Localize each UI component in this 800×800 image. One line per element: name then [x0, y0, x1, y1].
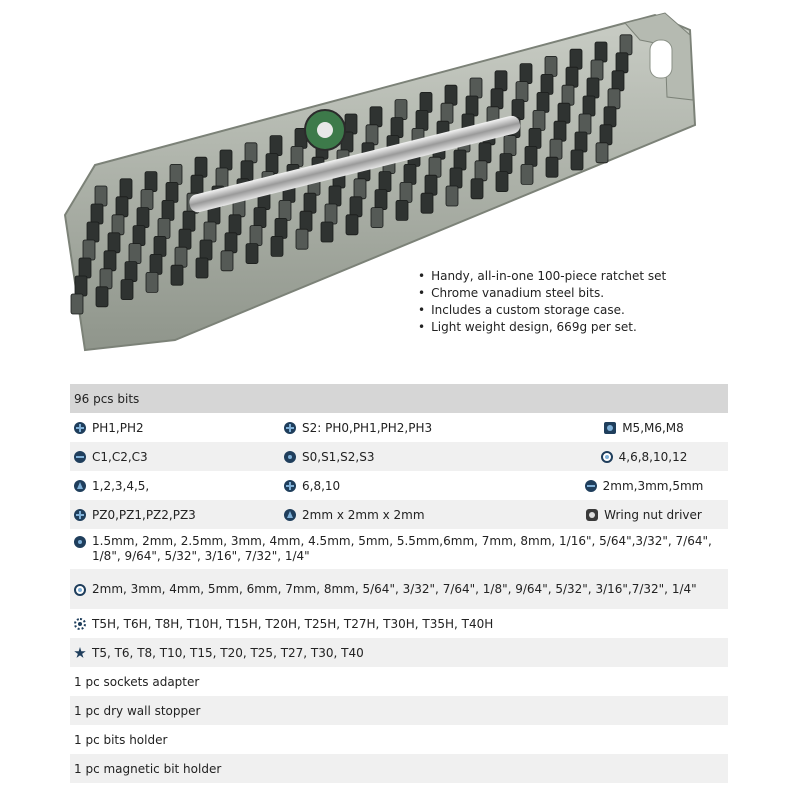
table-row: [70, 529, 728, 569]
bit-piece: [112, 215, 124, 235]
bit-piece: [416, 110, 428, 130]
bit-piece: [366, 125, 378, 145]
bit-piece: [571, 150, 583, 170]
bit-piece: [404, 164, 416, 184]
bit-piece: [429, 157, 441, 177]
bit-piece: [229, 215, 241, 235]
bit-piece: [450, 168, 462, 188]
bit-piece: [125, 262, 137, 282]
bit-piece: [550, 139, 562, 159]
bit-piece: [446, 186, 458, 206]
tri-wing-icon: [284, 509, 296, 521]
bit-piece: [425, 175, 437, 195]
cell-text: 2mm x 2mm x 2mm: [302, 507, 425, 522]
bit-piece: [200, 240, 212, 260]
bit-piece: [445, 85, 457, 105]
bit-piece: [421, 193, 433, 213]
bit-piece: [391, 118, 403, 138]
bit-piece: [325, 204, 337, 224]
bit-piece: [475, 161, 487, 181]
bit-piece: [370, 107, 382, 127]
feature-item: • Light weight design, 669g per set.: [418, 319, 666, 336]
phillips-icon: [74, 422, 86, 434]
bit-piece: [296, 229, 308, 249]
cell-text: 4,6,8,10,12: [618, 449, 688, 464]
bit-piece: [396, 200, 408, 220]
table-header: 96 pcs bits: [70, 384, 728, 413]
bit-piece: [554, 121, 566, 141]
table-row: [70, 609, 728, 638]
bit-piece: [533, 110, 545, 130]
bit-piece: [570, 49, 582, 69]
bit-piece: [546, 157, 558, 177]
bit-piece: [120, 179, 132, 199]
pozidriv-icon: [74, 509, 86, 521]
bit-piece: [108, 233, 120, 253]
bit-piece: [254, 208, 266, 228]
bit-piece: [346, 215, 358, 235]
bit-piece: [321, 222, 333, 242]
bit-piece: [171, 265, 183, 285]
bit-piece: [521, 164, 533, 184]
cell-text: T5H, T6H, T8H, T10H, T15H, T20H, T25H, T27H, T30H, T35H, T40H: [92, 616, 494, 631]
bit-piece: [162, 200, 174, 220]
bit-piece: [583, 96, 595, 116]
table-row: [70, 667, 728, 696]
bit-piece: [158, 218, 170, 238]
bit-piece: [354, 179, 366, 199]
cell-text: S0,S1,S2,S3: [302, 449, 375, 464]
bit-piece: [141, 190, 153, 210]
bit-piece: [95, 186, 107, 206]
extra-item: 1 pc dry wall stopper: [70, 696, 728, 725]
cell-text: C1,C2,C3: [92, 449, 148, 464]
bit-piece: [270, 136, 282, 156]
bit-piece: [525, 146, 537, 166]
bit-piece: [250, 226, 262, 246]
bit-piece: [395, 100, 407, 120]
bit-piece: [441, 103, 453, 123]
bit-piece: [516, 82, 528, 102]
bit-piece: [271, 236, 283, 256]
cell-text: PH1,PH2: [92, 420, 144, 435]
bit-piece: [329, 186, 341, 206]
bit-piece: [545, 56, 557, 76]
bit-piece: [179, 229, 191, 249]
torx-icon: [74, 647, 86, 659]
bit-piece: [596, 143, 608, 163]
cell-text: PZ0,PZ1,PZ2,PZ3: [92, 507, 196, 522]
bit-piece: [204, 222, 216, 242]
cell-text: S2: PH0,PH1,PH2,PH3: [302, 420, 433, 435]
bit-piece: [291, 146, 303, 166]
bit-piece: [96, 287, 108, 307]
bit-piece: [150, 254, 162, 274]
table-row: [70, 754, 728, 783]
bit-piece: [379, 172, 391, 192]
bit-piece: [275, 218, 287, 238]
bit-piece: [491, 89, 503, 109]
hex-socket-icon: [604, 422, 616, 434]
bit-piece: [595, 42, 607, 62]
bit-piece: [225, 233, 237, 253]
bit-piece: [304, 193, 316, 213]
cell-text: T5, T6, T8, T10, T15, T20, T25, T27, T30, T40: [92, 645, 364, 660]
bit-piece: [604, 107, 616, 127]
bit-piece: [420, 92, 432, 112]
table-row: [70, 471, 728, 500]
cell-text: 2mm,3mm,5mm: [602, 478, 704, 493]
bit-piece: [529, 128, 541, 148]
bit-piece: [620, 35, 632, 55]
bit-piece: [216, 168, 228, 188]
bit-piece: [137, 208, 149, 228]
cell-text: 2mm, 3mm, 4mm, 5mm, 6mm, 7mm, 8mm, 5/64", 3/32", 7/64", 1/8", 9/64", 5/32", 3/16",7/32", 1/4": [92, 581, 697, 596]
bit-piece: [537, 92, 549, 112]
bit-piece: [100, 269, 112, 289]
bit-piece: [87, 222, 99, 242]
bit-piece: [145, 172, 157, 192]
table-row: [70, 500, 728, 529]
slotted-icon: [74, 451, 86, 463]
bit-piece: [566, 67, 578, 87]
bit-piece: [600, 125, 612, 145]
bit-piece: [466, 96, 478, 116]
table-row: [70, 569, 728, 609]
bit-piece: [345, 114, 357, 134]
security-torx-icon: [74, 618, 86, 630]
bit-piece: [166, 182, 178, 202]
bit-piece: [266, 154, 278, 174]
cell-text: Wring nut driver: [604, 507, 702, 522]
bit-piece: [129, 244, 141, 264]
bit-piece: [520, 64, 532, 84]
feature-list: [418, 268, 666, 336]
bit-piece: [612, 71, 624, 91]
table-row: [70, 442, 728, 471]
feature-item: • Includes a custom storage case.: [418, 302, 666, 319]
feature-item: • Chrome vanadium steel bits.: [418, 285, 666, 302]
bit-piece: [371, 208, 383, 228]
bit-piece: [241, 161, 253, 181]
bit-piece: [220, 150, 232, 170]
cell-text: 1.5mm, 2mm, 2.5mm, 3mm, 4mm, 4.5mm, 5mm, 5.5mm,6mm, 7mm, 8mm, 1/16", 5/64",3/32", 7/64", 1/8", 9/64", 5/32", 3/16", 7/32", 1/4": [92, 534, 712, 563]
bit-piece: [154, 236, 166, 256]
cell-text: 6,8,10: [302, 478, 341, 493]
bit-piece: [579, 114, 591, 134]
bit-piece: [587, 78, 599, 98]
bit-piece: [471, 179, 483, 199]
bit-piece: [104, 251, 116, 271]
slotted-icon: [585, 480, 597, 492]
extra-item: 1 pc sockets adapter: [70, 667, 728, 696]
bit-piece: [454, 150, 466, 170]
bit-piece: [146, 272, 158, 292]
bit-piece: [350, 197, 362, 217]
bit-piece: [504, 136, 516, 156]
bit-piece: [496, 172, 508, 192]
table-row: [70, 413, 728, 442]
bit-piece: [500, 154, 512, 174]
bit-piece: [170, 164, 182, 184]
bit-piece: [591, 60, 603, 80]
bit-piece: [175, 247, 187, 267]
bit-piece: [470, 78, 482, 98]
bit-piece: [195, 157, 207, 177]
cell-text: M5,M6,M8: [622, 420, 684, 435]
square-icon: [284, 451, 296, 463]
bit-piece: [479, 143, 491, 163]
security-hex-icon: [74, 584, 86, 596]
feature-item: • Handy, all-in-one 100-piece ratchet set: [418, 268, 666, 285]
phillips-icon: [284, 480, 296, 492]
table-row: [70, 696, 728, 725]
bit-piece: [221, 251, 233, 271]
bit-piece: [121, 280, 133, 300]
bit-piece: [562, 85, 574, 105]
bit-piece: [541, 74, 553, 94]
bit-piece: [183, 211, 195, 231]
bit-piece: [133, 226, 145, 246]
bit-piece: [495, 71, 507, 91]
hex-icon: [74, 536, 86, 548]
phillips-icon: [284, 422, 296, 434]
extra-item: 1 pc magnetic bit holder: [70, 754, 728, 783]
bit-piece: [616, 53, 628, 73]
extra-item: 1 pc bits holder: [70, 725, 728, 754]
bit-piece: [575, 132, 587, 152]
bit-piece: [71, 294, 83, 314]
bit-piece: [79, 258, 91, 278]
bit-piece: [246, 244, 258, 264]
ring-icon: [601, 451, 613, 463]
spec-table: [70, 384, 728, 783]
bit-piece: [558, 103, 570, 123]
bit-piece: [375, 190, 387, 210]
tri-wing-icon: [74, 480, 86, 492]
bit-piece: [116, 197, 128, 217]
nut-driver-icon: [586, 509, 598, 521]
bit-piece: [245, 143, 257, 163]
bit-piece: [400, 182, 412, 202]
bit-piece: [300, 211, 312, 231]
bit-piece: [279, 200, 291, 220]
table-row: [70, 638, 728, 667]
bit-piece: [91, 204, 103, 224]
bit-piece: [75, 276, 87, 296]
table-header-row: [70, 384, 728, 413]
bit-piece: [196, 258, 208, 278]
bit-piece: [608, 89, 620, 109]
bit-piece: [83, 240, 95, 260]
table-row: [70, 725, 728, 754]
bit-piece: [191, 175, 203, 195]
cell-text: 1,2,3,4,5,: [92, 478, 150, 493]
